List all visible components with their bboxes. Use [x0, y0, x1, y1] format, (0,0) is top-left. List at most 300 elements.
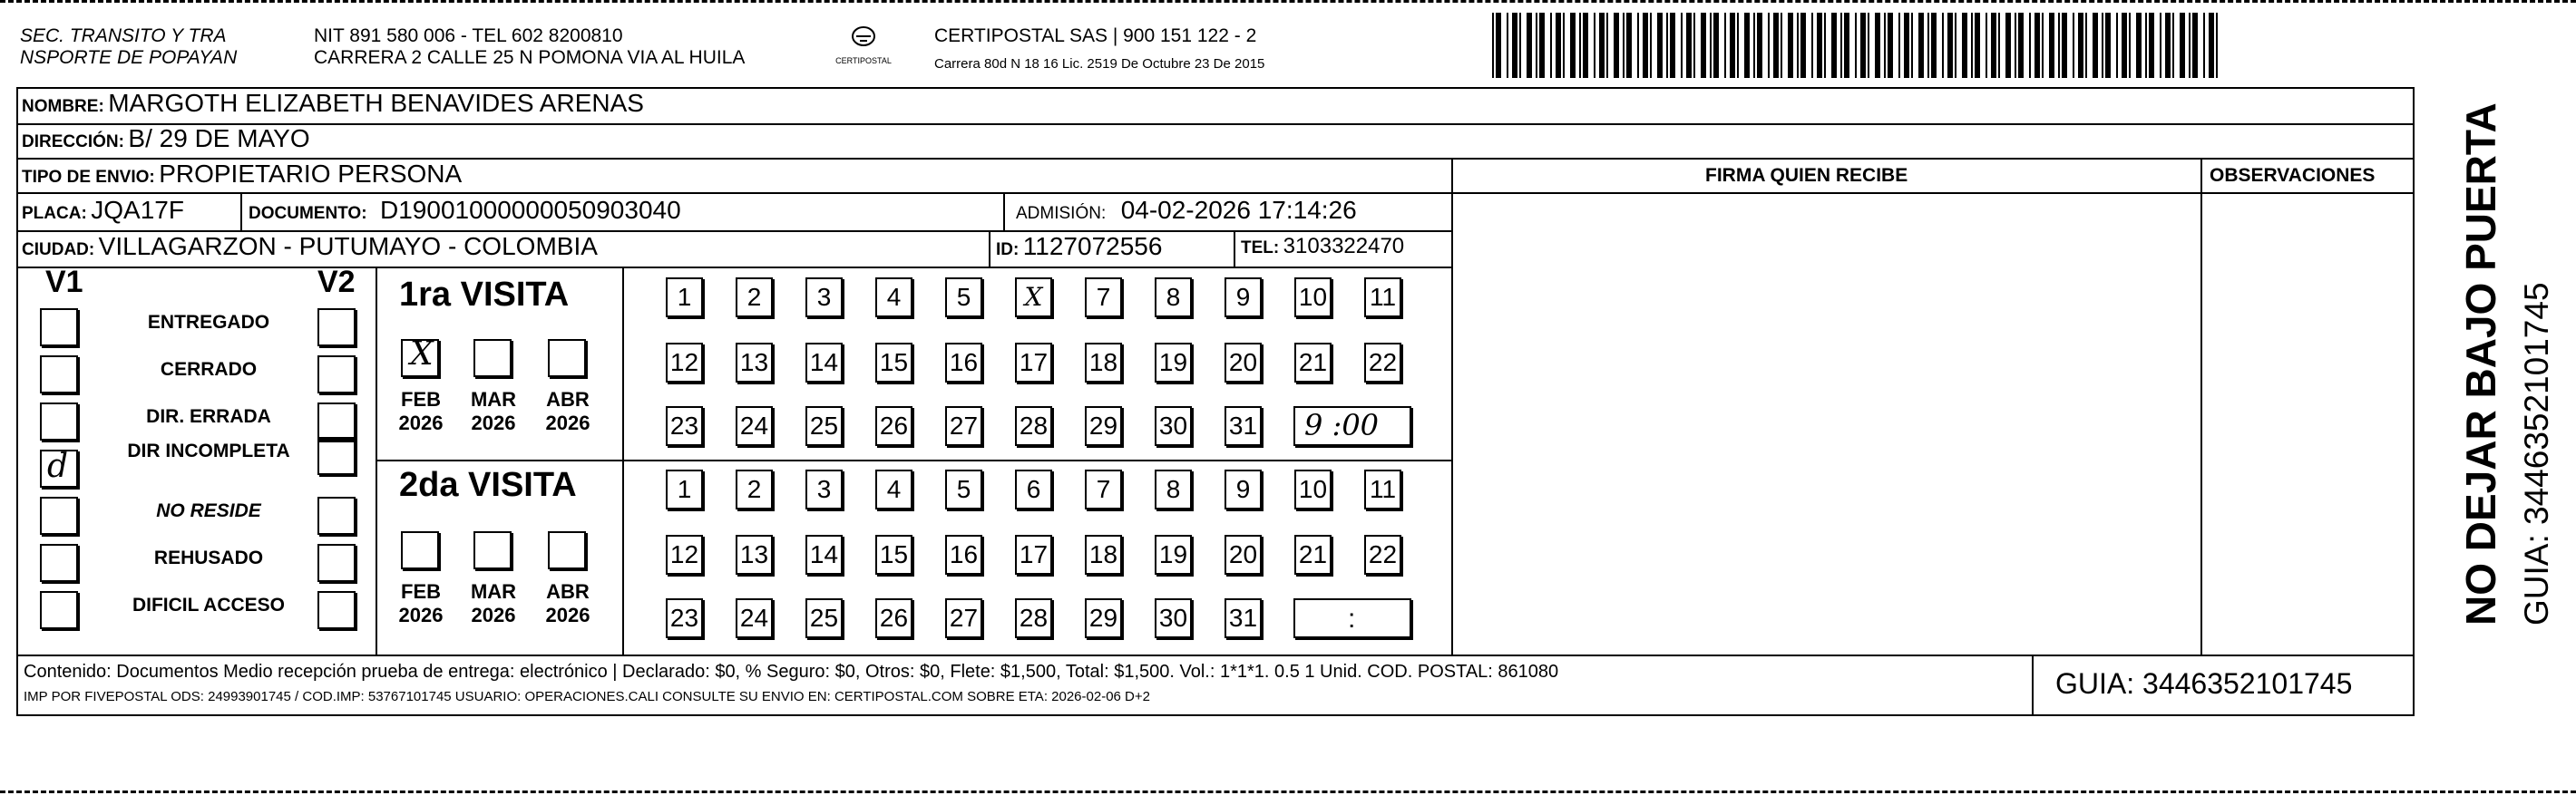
- month-checkbox[interactable]: [401, 335, 439, 377]
- day-number: 10: [1298, 283, 1328, 311]
- day-box[interactable]: [666, 343, 703, 383]
- day-number: 19: [1158, 540, 1188, 568]
- barcode-bar: [1824, 13, 1826, 78]
- status-option-label: DIR INCOMPLETA: [127, 441, 290, 461]
- barcode-bar: [2165, 13, 2171, 78]
- barcode-bar: [1594, 13, 1595, 78]
- month-year: 2026: [471, 412, 516, 434]
- day-box[interactable]: [945, 277, 982, 317]
- certipostal-logo-icon: [833, 24, 894, 71]
- tipo-row: [22, 160, 462, 189]
- barcode-bar: [1686, 13, 1692, 78]
- visit2-time-box[interactable]: [1293, 598, 1411, 638]
- barcode-bar: [1904, 13, 1909, 78]
- v2-checkbox[interactable]: [317, 308, 356, 346]
- cut-line: [0, 790, 2576, 793]
- barcode-bar: [1626, 13, 1632, 78]
- day-number: 6: [1026, 475, 1041, 503]
- barcode-bar: [1583, 13, 1588, 78]
- admision-label: ADMISIÓN:: [1016, 204, 1107, 223]
- barcode-bar: [1797, 13, 1799, 78]
- ciudad-label: CIUDAD:: [22, 240, 95, 259]
- barcode-bar: [2136, 13, 2142, 78]
- day-number: 13: [739, 348, 769, 376]
- day-box[interactable]: [1155, 598, 1192, 638]
- day-box[interactable]: [666, 535, 703, 575]
- day-number: 26: [879, 412, 909, 440]
- barcode-bar: [1650, 13, 1652, 78]
- month-year: 2026: [398, 412, 444, 434]
- day-number: 5: [956, 283, 971, 311]
- day-box[interactable]: [1015, 535, 1052, 575]
- barcode-bar: [1788, 13, 1793, 78]
- admision-value: 04-02-2026 17:14:26: [1120, 196, 1357, 224]
- barcode-bar: [1811, 13, 1813, 78]
- day-number: 4: [886, 283, 902, 311]
- direccion-label: DIRECCIÓN:: [22, 132, 124, 151]
- barcode-bar: [1800, 13, 1806, 78]
- day-number: 23: [669, 412, 699, 440]
- day-number: 10: [1298, 475, 1328, 503]
- day-box[interactable]: [1015, 277, 1052, 317]
- day-box[interactable]: [1364, 277, 1401, 317]
- day-box[interactable]: [945, 343, 982, 383]
- day-number: 13: [739, 540, 769, 568]
- day-number: 31: [1228, 412, 1258, 440]
- month-name: MAR: [470, 580, 517, 603]
- barcode-bar: [1693, 13, 1695, 78]
- barcode-bar: [1550, 13, 1552, 78]
- rule-1: [16, 123, 2415, 125]
- direccion-row: [22, 124, 310, 153]
- status-option-label: REHUSADO: [153, 548, 264, 568]
- top-cut-line: [0, 0, 2576, 3]
- month-name: ABR: [546, 580, 590, 603]
- month-label: [532, 388, 604, 435]
- day-number: 11: [1369, 475, 1397, 503]
- day-number: 1: [677, 475, 692, 503]
- day-box[interactable]: [805, 406, 843, 446]
- day-number: 29: [1088, 412, 1118, 440]
- v1-checkbox[interactable]: [40, 402, 78, 441]
- barcode-bar: [1860, 13, 1866, 78]
- placa-value: JQA17F: [91, 196, 184, 224]
- v2-checkbox[interactable]: [317, 591, 356, 629]
- day-number: 7: [1096, 475, 1111, 503]
- day-box[interactable]: [1225, 470, 1262, 509]
- month-name: ABR: [546, 388, 590, 411]
- barcode-bar: [2034, 13, 2040, 78]
- day-box[interactable]: [875, 535, 912, 575]
- barcode-bar: [2209, 13, 2214, 78]
- v2-checkbox[interactable]: [317, 355, 356, 393]
- admision-row: [1016, 196, 1357, 225]
- day-box[interactable]: [1085, 343, 1122, 383]
- day-box[interactable]: [736, 598, 773, 638]
- barcode-bar: [2172, 13, 2174, 78]
- day-box[interactable]: [1225, 598, 1262, 638]
- barcode-bar: [1539, 13, 1545, 78]
- divider-visits: [376, 460, 1453, 461]
- day-box[interactable]: [1015, 598, 1052, 638]
- day-number: 22: [1368, 540, 1398, 568]
- barcode-bar: [1884, 13, 1886, 78]
- v2-checkbox[interactable]: [317, 402, 356, 441]
- day-box[interactable]: [875, 470, 912, 509]
- barcode-bar: [1955, 13, 1956, 78]
- divider-footer-guia: [2032, 655, 2034, 716]
- ciudad-value: VILLAGARZON - PUTUMAYO - COLOMBIA: [98, 232, 598, 260]
- barcode-bar: [1942, 13, 1944, 78]
- day-number: 22: [1368, 348, 1398, 376]
- barcode-bar: [1911, 13, 1913, 78]
- nombre-label: NOMBRE:: [22, 97, 104, 116]
- day-number: 8: [1166, 475, 1181, 503]
- barcode-bar: [2180, 13, 2185, 78]
- v1-checkbox[interactable]: [40, 355, 78, 393]
- sender-contact: [314, 25, 745, 69]
- month-label: [457, 580, 530, 627]
- day-number: 14: [809, 348, 839, 376]
- sender-name: [20, 25, 237, 69]
- day-box[interactable]: [1225, 406, 1262, 446]
- month-label: [385, 388, 457, 435]
- documento-label: DOCUMENTO:: [249, 204, 367, 223]
- month-checkbox[interactable]: [473, 339, 512, 377]
- barcode-bar: [2203, 13, 2205, 78]
- day-number: 19: [1158, 348, 1188, 376]
- nit-line: NIT 891 580 006 - TEL 602 8200810: [314, 25, 623, 46]
- day-box[interactable]: [805, 598, 843, 638]
- sender-line-1: SEC. TRANSITO Y TRA: [20, 25, 227, 46]
- month-checkbox[interactable]: [548, 531, 586, 569]
- day-box[interactable]: [736, 277, 773, 317]
- visit2-title: 2da VISITA: [399, 466, 577, 504]
- barcode-bar: [1753, 13, 1755, 78]
- day-box[interactable]: [666, 470, 703, 509]
- barcode-bar: [1657, 13, 1663, 78]
- observaciones-header: OBSERVACIONES: [2210, 165, 2376, 186]
- rule-footer: [16, 655, 2415, 656]
- day-number: 27: [949, 412, 979, 440]
- v1-checkbox[interactable]: [40, 497, 78, 535]
- day-box[interactable]: [736, 406, 773, 446]
- barcode-bar: [1986, 13, 1987, 78]
- day-box[interactable]: [1155, 406, 1192, 446]
- day-box[interactable]: [1294, 470, 1332, 509]
- barcode-bar: [1492, 13, 1494, 78]
- month-checkbox[interactable]: [548, 339, 586, 377]
- day-box[interactable]: [1364, 470, 1401, 509]
- barcode-bar: [2149, 13, 2154, 78]
- documento-row: [249, 196, 681, 225]
- status-option-label: DIR. ERRADA: [146, 406, 271, 427]
- day-box[interactable]: [1085, 277, 1122, 317]
- v2-checkbox[interactable]: [317, 437, 356, 475]
- footer-guia: GUIA: 3446352101745: [2055, 667, 2353, 700]
- visit1-time: 9 :00: [1304, 408, 1380, 442]
- barcode-bar: [2058, 13, 2060, 78]
- day-number: 27: [949, 604, 979, 632]
- day-number: 28: [1019, 412, 1049, 440]
- day-number: 12: [669, 540, 699, 568]
- barcode: [1492, 13, 2227, 78]
- barcode-bar: [1519, 13, 1521, 78]
- id-label: ID:: [996, 240, 1020, 259]
- day-number: 12: [669, 348, 699, 376]
- divider-id: [989, 230, 990, 267]
- barcode-bar: [1737, 13, 1739, 78]
- day-number: 30: [1158, 412, 1188, 440]
- day-box[interactable]: [1225, 343, 1262, 383]
- placa-row: [22, 196, 184, 225]
- day-box[interactable]: [736, 535, 773, 575]
- day-box[interactable]: [1015, 470, 1052, 509]
- barcode-bar: [1781, 13, 1782, 78]
- barcode-bar: [1868, 13, 1869, 78]
- day-box[interactable]: [875, 406, 912, 446]
- day-number: 2: [746, 283, 762, 311]
- v2-checkbox[interactable]: [317, 497, 356, 535]
- direccion-value: B/ 29 DE MAYO: [128, 124, 310, 152]
- day-number: 7: [1096, 283, 1111, 311]
- month-year: 2026: [545, 604, 590, 626]
- day-number: 25: [809, 604, 839, 632]
- day-box[interactable]: [1294, 277, 1332, 317]
- day-number: 26: [879, 604, 909, 632]
- month-name: FEB: [401, 580, 441, 603]
- day-number: 28: [1019, 604, 1049, 632]
- barcode-bar: [1962, 13, 1967, 78]
- status-option-label: CERRADO: [160, 359, 258, 380]
- day-box[interactable]: [805, 470, 843, 509]
- day-box[interactable]: [1155, 277, 1192, 317]
- day-box[interactable]: [805, 343, 843, 383]
- barcode-bar: [1713, 13, 1719, 78]
- month-name: MAR: [470, 388, 517, 411]
- v2-checkbox[interactable]: [317, 544, 356, 582]
- v1-checkbox[interactable]: [40, 544, 78, 582]
- barcode-bar: [1888, 13, 1893, 78]
- company-line: CERTIPOSTAL SAS | 900 151 122 - 2: [934, 25, 1257, 46]
- day-number: 20: [1228, 540, 1258, 568]
- day-number: 29: [1088, 604, 1118, 632]
- day-number: 30: [1158, 604, 1188, 632]
- barcode-bar: [1507, 13, 1508, 78]
- barcode-bar: [1666, 13, 1668, 78]
- barcode-bar: [2042, 13, 2044, 78]
- barcode-bar: [2160, 13, 2161, 78]
- barcode-bar: [1898, 13, 1900, 78]
- barcode-bar: [2093, 13, 2098, 78]
- barcode-bar: [2005, 13, 2011, 78]
- day-box[interactable]: [666, 598, 703, 638]
- tipo-label: TIPO DE ENVIO:: [22, 168, 155, 187]
- barcode-bar: [1496, 13, 1501, 78]
- day-number: 31: [1228, 604, 1258, 632]
- ciudad-row: [22, 232, 598, 261]
- barcode-bar: [1599, 13, 1605, 78]
- day-box[interactable]: [945, 598, 982, 638]
- tel-label: TEL:: [1241, 238, 1280, 257]
- barcode-bar: [1681, 13, 1683, 78]
- footer-imp: IMP POR FIVEPOSTAL ODS: 24993901745 / COD.IMP: 53767101745 USUARIO: OPERACIONES.CALI CONSULTE SU ENVIO EN: CERTIPOSTAL.COM SOBRE ETA: 2026-02-06 D+2: [24, 689, 1150, 704]
- v1-header: V1: [45, 265, 83, 299]
- day-box[interactable]: [945, 406, 982, 446]
- day-number: 11: [1369, 283, 1397, 311]
- day-box[interactable]: [1364, 535, 1401, 575]
- day-box[interactable]: [875, 598, 912, 638]
- month-year: 2026: [398, 604, 444, 626]
- barcode-bar: [2029, 13, 2031, 78]
- visit1-time-box[interactable]: [1293, 406, 1411, 446]
- barcode-bar: [1623, 13, 1625, 78]
- v1-checkbox[interactable]: [40, 591, 78, 629]
- month-checkmark: X: [410, 335, 434, 373]
- day-box[interactable]: [945, 470, 982, 509]
- day-box[interactable]: [736, 470, 773, 509]
- day-number: 15: [879, 348, 909, 376]
- month-checkbox[interactable]: [401, 531, 439, 569]
- barcode-bar: [1701, 13, 1706, 78]
- day-box[interactable]: [1155, 470, 1192, 509]
- barcode-bar: [1768, 13, 1770, 78]
- day-box[interactable]: [1364, 343, 1401, 383]
- barcode-bar: [1773, 13, 1779, 78]
- v1-checkbox[interactable]: [40, 308, 78, 346]
- documento-value: D19001000000050903040: [380, 196, 681, 224]
- day-box[interactable]: [736, 343, 773, 383]
- day-number: 4: [886, 475, 902, 503]
- barcode-bar: [2102, 13, 2103, 78]
- barcode-bar: [2105, 13, 2111, 78]
- id-value: 1127072556: [1022, 232, 1163, 260]
- divider-admision: [1003, 192, 1005, 230]
- barcode-bar: [1991, 13, 1996, 78]
- day-number: 9: [1235, 283, 1251, 311]
- barcode-bar: [1536, 13, 1537, 78]
- day-box[interactable]: [1015, 343, 1052, 383]
- day-box[interactable]: [666, 406, 703, 446]
- day-number: 23: [669, 604, 699, 632]
- barcode-bar: [2073, 13, 2074, 78]
- barcode-bar: [1840, 13, 1842, 78]
- day-number: 8: [1166, 283, 1181, 311]
- day-box[interactable]: [875, 277, 912, 317]
- day-box[interactable]: [1085, 470, 1122, 509]
- barcode-bar: [2116, 13, 2118, 78]
- barcode-bar: [1998, 13, 2000, 78]
- barcode-bar: [1931, 13, 1937, 78]
- day-box[interactable]: [1155, 535, 1192, 575]
- barcode-bar: [2085, 13, 2087, 78]
- day-box[interactable]: [1225, 277, 1262, 317]
- barcode-bar: [1918, 13, 1924, 78]
- day-number: 3: [816, 475, 832, 503]
- day-number: 14: [809, 540, 839, 568]
- day-number: 24: [739, 604, 769, 632]
- day-number: 17: [1019, 540, 1049, 568]
- barcode-bar: [1512, 13, 1517, 78]
- barcode-bar: [2145, 13, 2147, 78]
- barcode-bar: [1579, 13, 1581, 78]
- barcode-bar: [1831, 13, 1837, 78]
- status-option-label: ENTREGADO: [147, 312, 270, 333]
- month-checkbox[interactable]: [473, 531, 512, 569]
- day-box[interactable]: [1294, 535, 1332, 575]
- day-number: 16: [949, 348, 979, 376]
- day-box[interactable]: [805, 535, 843, 575]
- barcode-bar: [2015, 13, 2016, 78]
- day-box[interactable]: [1225, 535, 1262, 575]
- month-name: FEB: [401, 388, 441, 411]
- day-box[interactable]: [1155, 343, 1192, 383]
- barcode-bar: [2216, 13, 2218, 78]
- month-year: 2026: [545, 412, 590, 434]
- barcode-bar: [1527, 13, 1532, 78]
- divider-observaciones: [2200, 158, 2202, 655]
- day-number: 15: [879, 540, 909, 568]
- day-box[interactable]: [805, 277, 843, 317]
- day-number: 17: [1019, 348, 1049, 376]
- barcode-bar: [1643, 13, 1648, 78]
- day-box[interactable]: [666, 277, 703, 317]
- day-number: 3: [816, 283, 832, 311]
- barcode-bar: [1637, 13, 1639, 78]
- tipo-value: PROPIETARIO PERSONA: [159, 160, 463, 188]
- status-option-label: NO RESIDE: [156, 500, 261, 521]
- day-number: 5: [956, 475, 971, 503]
- day-box[interactable]: [875, 343, 912, 383]
- barcode-bar: [2129, 13, 2131, 78]
- day-number: 24: [739, 412, 769, 440]
- barcode-bar: [1730, 13, 1735, 78]
- status-option-label: DIFICIL ACCESO: [132, 595, 285, 616]
- barcode-bar: [1757, 13, 1762, 78]
- day-number: 1: [677, 283, 692, 311]
- side-notice: NO DEJAR BAJO PUERTA: [2457, 102, 2504, 626]
- tel-row: [1241, 234, 1404, 259]
- nombre-value: MARGOTH ELIZABETH BENAVIDES ARENAS: [108, 89, 644, 117]
- barcode-bar: [2122, 13, 2127, 78]
- divider-tel: [1234, 230, 1235, 267]
- month-label: [385, 580, 457, 627]
- day-box[interactable]: [1085, 406, 1122, 446]
- tel-value: 3103322470: [1283, 234, 1405, 258]
- certipostal-logo: [833, 24, 894, 71]
- barcode-bar: [2078, 13, 2083, 78]
- day-box[interactable]: [1015, 406, 1052, 446]
- day-number: 16: [949, 540, 979, 568]
- barcode-bar: [1570, 13, 1576, 78]
- day-box[interactable]: [1294, 343, 1332, 383]
- barcode-bar: [1947, 13, 1953, 78]
- month-label: [457, 388, 530, 435]
- day-box[interactable]: [945, 535, 982, 575]
- day-box[interactable]: [1085, 535, 1122, 575]
- barcode-bar: [1817, 13, 1822, 78]
- v1-checkbox[interactable]: [40, 450, 78, 488]
- id-row: [996, 232, 1162, 261]
- day-number: 21: [1298, 348, 1328, 376]
- barcode-bar: [2192, 13, 2198, 78]
- barcode-bar: [2018, 13, 2024, 78]
- day-box[interactable]: [1085, 598, 1122, 638]
- barcode-bar: [1855, 13, 1857, 78]
- barcode-bar: [1724, 13, 1726, 78]
- day-number: 20: [1228, 348, 1258, 376]
- footer-contenido: Contenido: Documentos Medio recepción prueba de entrega: electrónico | Declarado: $0, % Seguro: $0, Otros: $0, Flete: $1,500, Total: $1,500. Vol.: 1*1*1. 0.5 1 Unid. COD. POSTAL: 861080: [24, 662, 1559, 682]
